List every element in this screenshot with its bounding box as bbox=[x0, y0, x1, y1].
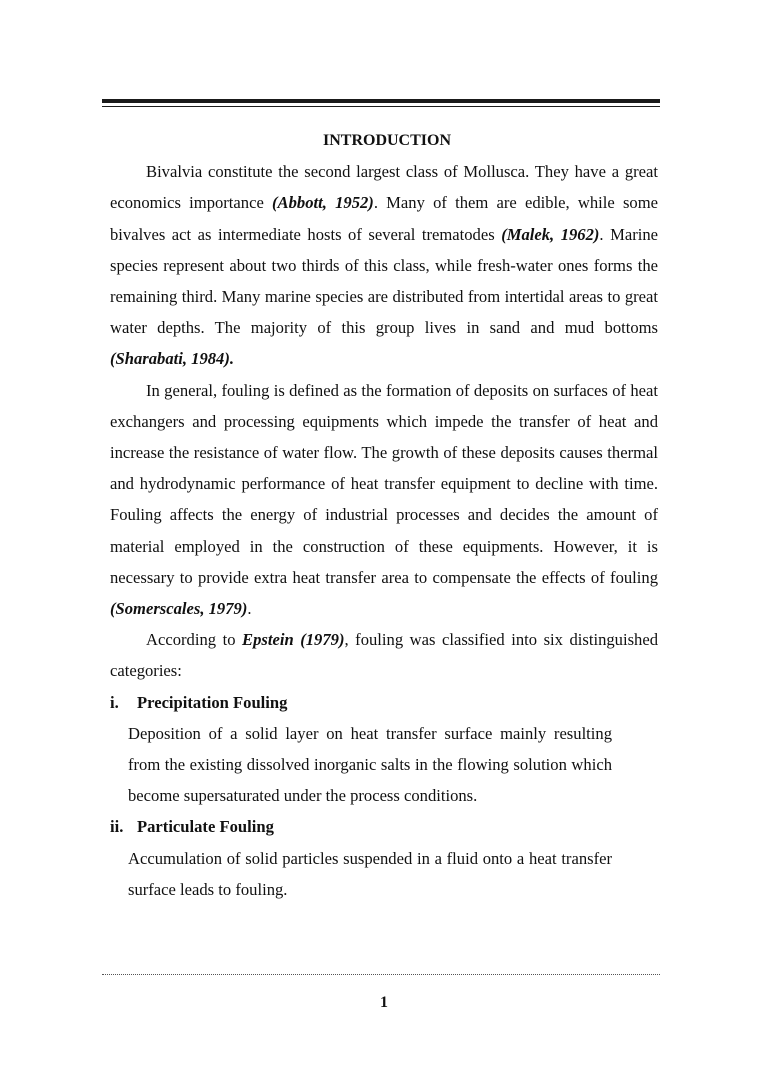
list-item-particulate-fouling bbox=[110, 811, 658, 905]
list-item-body: Accumulation of solid particles suspended in a fluid onto a heat transfer surface leads to fouling. bbox=[128, 848, 612, 899]
section-heading: INTRODUCTION bbox=[322, 132, 451, 149]
list-numeral: i. bbox=[110, 692, 119, 712]
list-item-heading: Precipitation Fouling bbox=[137, 692, 288, 712]
citation-sharabati: (Sharabati, 1984). bbox=[110, 349, 235, 369]
paragraph-text: In general, fouling is defined as the formation of deposits on surfaces of heat exchangers and processing equipments which impede the transfer of heat and increase the resistance of water flow. The growth of these deposits causes thermal and hydrodynamic performance of heat transfer equipment to decline with time. Fouling affects the energy of industrial processes and decides the amount of material employed in the construction of these equipments. However, it is necessary to provide extra heat transfer area to compensate the effects of fouling bbox=[110, 380, 658, 587]
paragraph-text: . bbox=[247, 599, 252, 619]
paragraph-text: . Marine species represent about two thirds of this class, while fresh-water ones forms the remaining third. Many marine species are distributed from intertidal areas to great water depths. The majority of this group lives in sand and mud bottoms bbox=[110, 224, 658, 338]
paragraph-fouling-definition bbox=[110, 375, 658, 625]
footer-rule-dotted bbox=[102, 974, 660, 975]
citation-abbott: (Abbott, 1952) bbox=[272, 193, 374, 213]
page-body bbox=[110, 125, 658, 905]
paragraph-text: Bivalvia constitute the second largest class of Mollusca. They have a great economics importance bbox=[110, 162, 658, 213]
header-rule-thin bbox=[102, 106, 660, 107]
citation-somerscales: (Somerscales, 1979) bbox=[110, 599, 248, 619]
header-rule-thick bbox=[102, 99, 660, 103]
list-item-heading: Particulate Fouling bbox=[137, 817, 274, 837]
paragraph-text: . Many of them are edible, while some bivalves act as intermediate hosts of several trematodes bbox=[110, 193, 658, 244]
citation-epstein: Epstein (1979) bbox=[242, 630, 345, 650]
list-item-body: Deposition of a solid layer on heat transfer surface mainly resulting from the existing dissolved inorganic salts in the flowing solution which become supersaturated under the process conditions. bbox=[128, 723, 612, 806]
paragraph-text: According to bbox=[146, 630, 243, 650]
page-number: 1 bbox=[380, 994, 388, 1011]
list-item-title bbox=[110, 811, 658, 842]
citation-malek: (Malek, 1962) bbox=[501, 224, 600, 244]
list-numeral: ii. bbox=[110, 817, 124, 837]
list-item-precipitation-fouling bbox=[110, 687, 658, 812]
paragraph-text: , fouling was classified into six distinguished categories: bbox=[110, 630, 658, 681]
paragraph-fouling-categories bbox=[110, 624, 658, 686]
paragraph-bivalvia bbox=[110, 156, 658, 374]
list-item-title bbox=[110, 687, 658, 718]
